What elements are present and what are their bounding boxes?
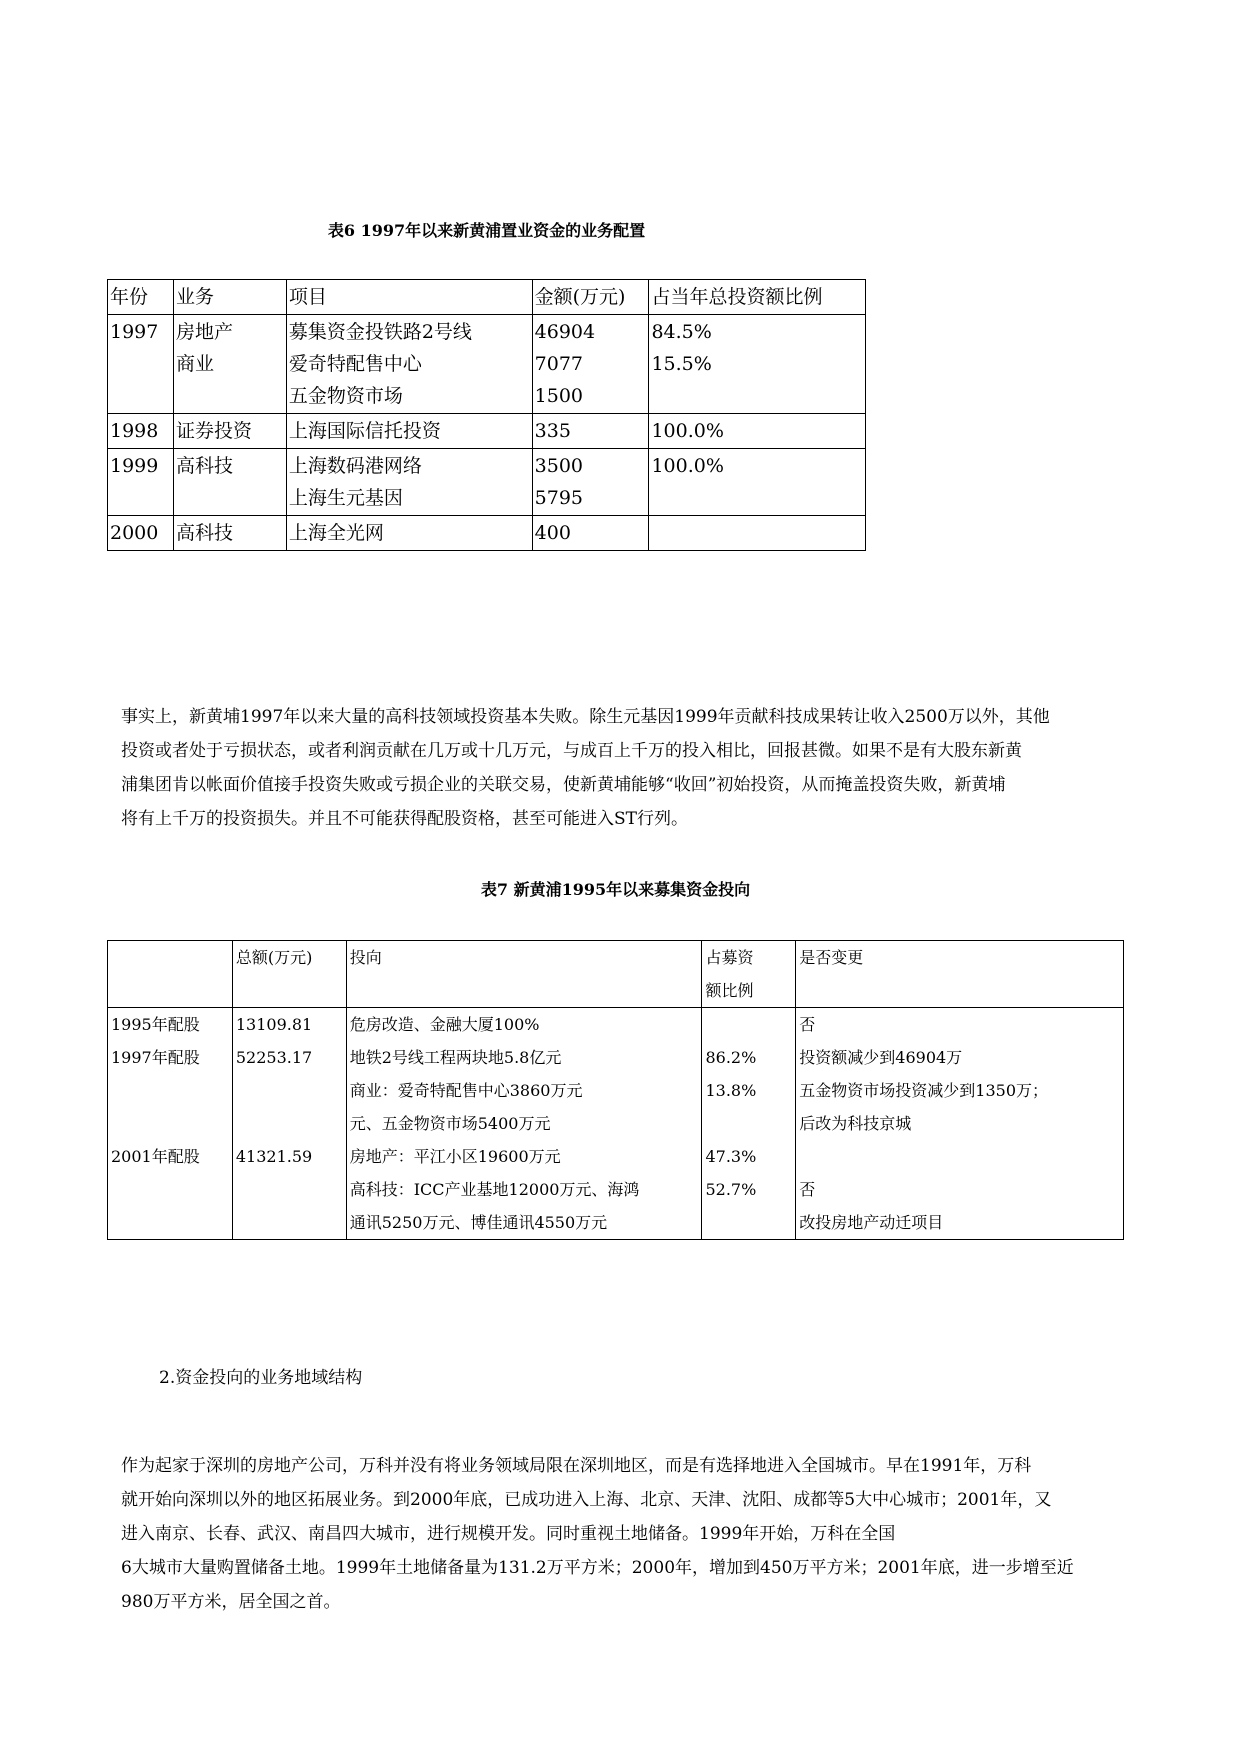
total-cell: [236, 1107, 343, 1140]
project-cell: 募集资金投铁路2号线: [288, 321, 472, 343]
business-cell: 证券投资: [175, 420, 252, 442]
changed-cell: 否: [799, 1180, 816, 1199]
table-row: [108, 449, 866, 516]
table6-header-business: 业务: [173, 280, 286, 315]
offering-cell: 1997年配股: [111, 1048, 200, 1067]
table6-header-ratio: 占当年总投资额比例: [649, 280, 866, 315]
table-row: [108, 1173, 1124, 1206]
table6-header-row: [108, 280, 866, 315]
table6-header-project: 项目: [286, 280, 532, 315]
amount-cell: 3500: [534, 455, 583, 477]
total-cell: [236, 1173, 343, 1206]
year-cell: 1997: [110, 321, 159, 343]
paragraph-line: 就开始向深圳以外的地区拓展业务。到2000年底，已成功进入上海、北京、天津、沈阳、成都等5大中心城市；2001年，又: [121, 1490, 1052, 1510]
share-cell: [705, 1008, 792, 1041]
table6-caption: 表6 1997年以来新黄浦置业资金的业务配置: [327, 221, 646, 240]
share-cell: 52.7%: [705, 1180, 757, 1199]
table7-header-share: 占募资 额比例: [702, 941, 796, 1008]
usage-cell: 通讯5250万元、博佳通讯4550万元: [349, 1213, 608, 1232]
ratio-cell: [651, 517, 863, 549]
offering-cell: [111, 1107, 229, 1140]
share-cell: [705, 1206, 792, 1239]
paragraph-vanke-expansion: [121, 1449, 1121, 1619]
business-cell: 高科技: [175, 455, 233, 477]
changed-cell: 否: [799, 1015, 816, 1034]
table7-header-total: 总额(万元): [232, 941, 346, 1008]
amount-cell: 335: [534, 420, 571, 442]
project-cell: 上海国际信托投资: [288, 420, 441, 442]
business-cell: 高科技: [175, 522, 233, 544]
table-row: [108, 315, 866, 414]
business-cell: 商业: [175, 353, 214, 375]
table7: [107, 940, 1124, 1240]
table6: [107, 279, 866, 551]
paragraph-line: 投资或者处于亏损状态，或者利润贡献在几万或十几万元，与成百上千万的投入相比，回报甚微。如果不是有大股东新黄: [121, 741, 1022, 761]
amount-cell: 1500: [534, 385, 583, 407]
total-cell: [236, 1074, 343, 1107]
paragraph-line: 浦集团肯以帐面价值接手投资失败或亏损企业的关联交易，使新黄埔能够“收回”初始投资，从而掩盖投资失败，新黄埔: [121, 775, 1006, 795]
table7-header-usage: 投向: [346, 941, 702, 1008]
table-row: [108, 1206, 1124, 1240]
table6-header-amount: 金额(万元): [532, 280, 649, 315]
project-cell: 爱奇特配售中心: [288, 353, 422, 375]
changed-cell: 后改为科技京城: [799, 1114, 912, 1133]
usage-cell: 高科技：ICC产业基地12000万元、海鸿: [349, 1180, 640, 1199]
total-cell: 52253.17: [235, 1048, 313, 1067]
offering-cell: [111, 1173, 229, 1206]
paragraph-line: 6大城市大量购置储备土地。1999年土地储备量为131.2万平方米；2000年，增加到450万平方米；2001年底，进一步增至近: [121, 1558, 1074, 1578]
year-cell: 1999: [110, 455, 159, 477]
amount-cell: 7077: [534, 353, 583, 375]
total-cell: 13109.81: [235, 1015, 313, 1034]
paragraph-investment-failure: [121, 700, 1121, 836]
table-row: [108, 1074, 1124, 1107]
project-cell: 上海生元基因: [288, 487, 403, 509]
project-cell: 上海数码港网络: [288, 455, 422, 477]
paragraph-line: 作为起家于深圳的房地产公司，万科并没有将业务领域局限在深圳地区，而是有选择地进入全国城市。早在1991年，万科: [121, 1456, 1032, 1476]
project-cell: 五金物资市场: [288, 385, 403, 407]
share-cell: 13.8%: [705, 1081, 757, 1100]
table-row: [108, 414, 866, 449]
table-row: [108, 516, 866, 551]
table-row: [108, 1041, 1124, 1074]
paragraph-line: 980万平方米，居全国之首。: [121, 1592, 341, 1612]
changed-cell: 五金物资市场投资减少到1350万；: [799, 1081, 1049, 1100]
table6-header-year: 年份: [108, 280, 174, 315]
year-cell: 1998: [110, 420, 159, 442]
changed-cell: 改投房地产动迁项目: [799, 1213, 944, 1232]
ratio-cell: 100.0%: [651, 420, 724, 442]
share-cell: 86.2%: [705, 1048, 757, 1067]
amount-cell: 5795: [534, 487, 583, 509]
offering-cell: 1995年配股: [111, 1015, 200, 1034]
offering-cell: [111, 1074, 229, 1107]
table-row: [108, 1107, 1124, 1140]
share-cell: 47.3%: [705, 1147, 757, 1166]
ratio-cell: 84.5%: [651, 321, 712, 343]
paragraph-line: 事实上，新黄埔1997年以来大量的高科技领域投资基本失败。除生元基因1999年贡献科技成果转让收入2500万以外，其他: [121, 707, 1050, 727]
offering-cell: 2001年配股: [111, 1147, 200, 1166]
usage-cell: 房地产：平江小区19600万元: [349, 1147, 561, 1166]
table7-caption: 表7 新黄浦1995年以来募集资金投向: [480, 880, 751, 899]
amount-cell: 46904: [534, 321, 596, 343]
table-row: [108, 1008, 1124, 1042]
total-cell: [236, 1206, 343, 1239]
usage-cell: 危房改造、金融大厦100%: [349, 1015, 540, 1034]
section-heading: 2.资金投向的业务地域结构: [159, 1368, 363, 1388]
table7-header-changed: 是否变更: [796, 941, 1124, 1008]
usage-cell: 商业：爱奇特配售中心3860万元: [349, 1081, 583, 1100]
amount-cell: 400: [534, 522, 571, 544]
table-row: [108, 1140, 1124, 1173]
table7-header-row: [108, 941, 1124, 1008]
changed-cell: [799, 1140, 1120, 1173]
share-cell: [705, 1107, 792, 1140]
ratio-cell: 15.5%: [651, 353, 712, 375]
year-cell: 2000: [110, 522, 159, 544]
usage-cell: 地铁2号线工程两块地5.8亿元: [349, 1048, 562, 1067]
offering-cell: [111, 1206, 229, 1239]
table7-header-blank: [108, 941, 233, 1008]
ratio-cell: 100.0%: [651, 455, 724, 477]
business-cell: 房地产: [175, 321, 233, 343]
total-cell: 41321.59: [235, 1147, 313, 1166]
paragraph-line: 将有上千万的投资损失。并且不可能获得配股资格，甚至可能进入ST行列。: [121, 809, 688, 829]
usage-cell: 元、五金物资市场5400万元: [349, 1114, 551, 1133]
changed-cell: 投资额减少到46904万: [799, 1048, 963, 1067]
paragraph-line: 进入南京、长春、武汉、南昌四大城市，进行规模开发。同时重视土地储备。1999年开始，万科在全国: [121, 1524, 896, 1544]
project-cell: 上海全光网: [288, 522, 384, 544]
